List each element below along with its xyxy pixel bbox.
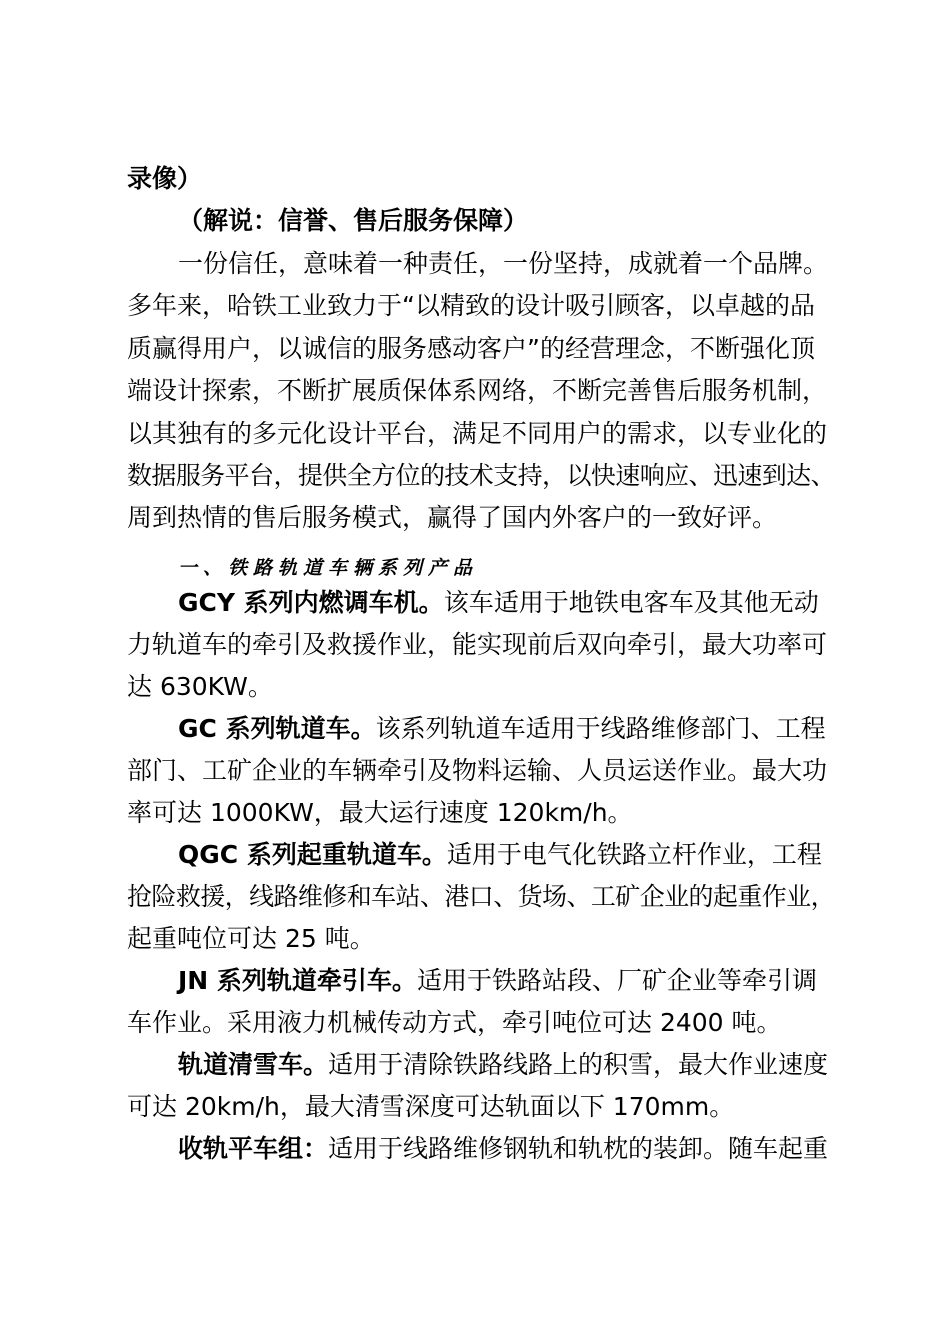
paragraph-line xyxy=(178,708,826,750)
text-line: 力轨道车的牵引及救援作业，能实现前后双向牵引，最大功率可 xyxy=(127,630,828,659)
product-title: 收轨平车组： xyxy=(178,1134,329,1163)
product-title: 轨道清雪车。 xyxy=(178,1050,329,1079)
product-title: QGC 系列起重轨道车。 xyxy=(178,840,447,869)
paragraph-line xyxy=(178,582,819,624)
product-description: 适用于线路维修钢轨和轨枕的装卸。随车起重 xyxy=(328,1134,829,1163)
text-line: 起重吨位可达 25 吨。 xyxy=(127,924,375,953)
product-title: JN 系列轨道牵引车。 xyxy=(178,966,417,995)
product-title: GCY 系列内燃调车机。 xyxy=(178,588,444,617)
text-line: 端设计探索，不断扩展质保体系网络，不断完善售后服务机制， xyxy=(127,376,828,405)
text-line: 可达 20km/h，最大清雪深度可达轨面以下 170mm。 xyxy=(127,1092,735,1121)
paragraph-line xyxy=(178,1128,828,1170)
product-description: 适用于电气化铁路立杆作业，工程 xyxy=(446,840,822,869)
subtitle-line: （解说：信誉、售后服务保障） xyxy=(178,206,529,235)
paragraph-line xyxy=(178,834,822,876)
product-description: 该系列轨道车适用于线路维修部门、工程 xyxy=(375,714,826,743)
text-line: 部门、工矿企业的车辆牵引及物料运输、人员运送作业。最大功 xyxy=(127,756,828,785)
product-description: 该车适用于地铁电客车及其他无动 xyxy=(443,588,819,617)
text-line: 抢险救援，线路维修和车站、港口、货场、工矿企业的起重作业， xyxy=(127,882,836,911)
text-line: 以其独有的多元化设计平台，满足不同用户的需求，以专业化的 xyxy=(127,419,828,448)
text-line: 质赢得用户，以诚信的服务感动客户”的经营理念，不断强化顶 xyxy=(127,334,815,363)
product-description: 适用于清除铁路线路上的积雪，最大作业速度 xyxy=(328,1050,829,1079)
paragraph-line xyxy=(178,1044,828,1086)
text-line: 录像） xyxy=(127,164,203,193)
text-line: 率可达 1000KW，最大运行速度 120km/h。 xyxy=(127,798,633,827)
text-line: 数据服务平台，提供全方位的技术支持，以快速响应、迅速到达、 xyxy=(127,461,836,490)
product-title: GC 系列轨道车。 xyxy=(178,714,376,743)
product-description: 适用于铁路站段、厂矿企业等牵引调 xyxy=(416,966,817,995)
paragraph-line xyxy=(178,960,817,1002)
section-heading: 一、铁路轨道车辆系列产品 xyxy=(178,557,479,579)
text-line: 达 630KW。 xyxy=(127,672,273,701)
text-line: 多年来，哈铁工业致力于“以精致的设计吸引顾客，以卓越的品 xyxy=(127,291,815,320)
text-line: 周到热情的售后服务模式，赢得了国内外客户的一致好评。 xyxy=(127,503,778,532)
text-line: 车作业。采用液力机械传动方式，牵引吨位可达 2400 吨。 xyxy=(127,1008,782,1037)
text-line: 一份信任，意味着一种责任，一份坚持，成就着一个品牌。 xyxy=(178,249,829,278)
